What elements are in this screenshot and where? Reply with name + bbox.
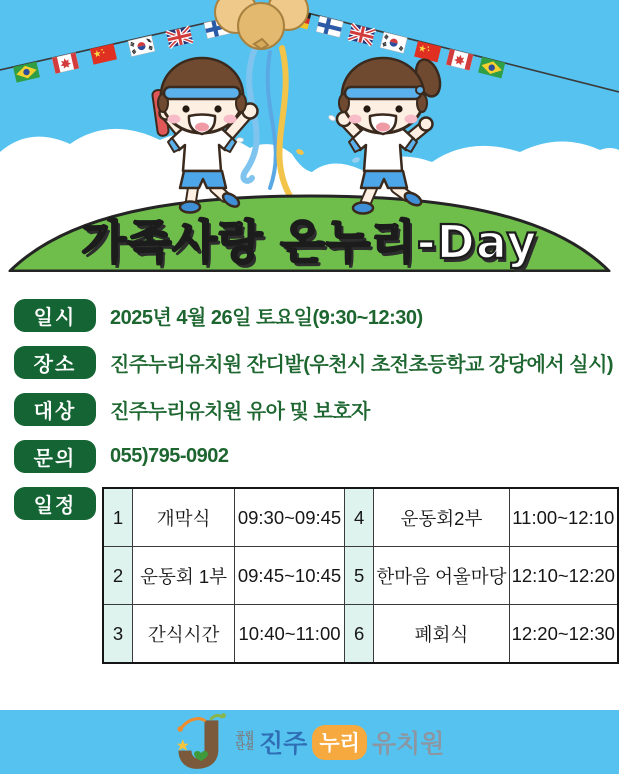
info-row-datetime	[14, 299, 619, 332]
sky-illustration	[0, 0, 619, 272]
location-badge: 장소	[14, 346, 96, 379]
footer-bar	[0, 710, 619, 774]
org-name-kindergarten: 유치원	[371, 730, 445, 758]
schedule-table-row	[103, 605, 618, 664]
schedule-table-row	[103, 488, 618, 547]
schedule-cell: 간식시간	[133, 605, 235, 664]
org-type-line2: 단설	[235, 741, 254, 752]
schedule-table-row	[103, 547, 618, 605]
info-section	[14, 299, 619, 678]
schedule-cell: 2	[103, 547, 133, 605]
logo-green-figure	[211, 715, 221, 718]
location-value: 진주누리유치원 잔디밭(우천시 초전초등학교 강당에서 실시)	[110, 354, 614, 376]
datetime-badge: 일시	[14, 299, 96, 332]
kindergarten-logo-icon	[175, 713, 227, 771]
schedule-cell: 1	[103, 488, 133, 547]
org-name-nuri-chip: 누리	[312, 725, 367, 760]
logo-orange-figure-head	[177, 726, 183, 732]
schedule-cell: 11:00~12:10	[509, 488, 618, 547]
schedule-cell: 4	[344, 488, 373, 547]
schedule-cell: 12:10~12:20	[509, 547, 618, 605]
info-row-location	[14, 346, 619, 379]
schedule-cell: 한마음 어울마당	[374, 547, 509, 605]
schedule-cell: 6	[344, 605, 373, 664]
schedule-cell: 09:30~09:45	[235, 488, 345, 547]
schedule-cell: 12:20~12:30	[509, 605, 618, 664]
kindergarten-logo-text	[236, 724, 445, 760]
datetime-value: 2025년 4월 26일 토요일(9:30~12:30)	[110, 307, 423, 329]
audience-value: 진주누리유치원 유아 및 보호자	[110, 401, 370, 423]
schedule-table	[102, 487, 619, 664]
audience-badge: 대상	[14, 393, 96, 426]
schedule-cell: 개막식	[133, 488, 235, 547]
org-type-label	[236, 732, 254, 752]
logo-star-icon	[176, 739, 188, 750]
schedule-badge: 일정	[14, 487, 96, 520]
contact-value: 055)795-0902	[110, 445, 229, 467]
logo-green-figure-head	[221, 713, 226, 718]
schedule-cell: 운동회 1부	[133, 547, 235, 605]
info-row-schedule	[14, 487, 619, 664]
schedule-cell: 운동회2부	[374, 488, 509, 547]
info-row-audience	[14, 393, 619, 426]
schedule-cell: 09:45~10:45	[235, 547, 345, 605]
poster-title: 가족사랑 온누리-Day	[81, 215, 538, 269]
org-type-line1: 공립	[235, 731, 254, 742]
schedule-cell: 10:40~11:00	[235, 605, 345, 664]
schedule-cell: 5	[344, 547, 373, 605]
schedule-cell: 폐회식	[374, 605, 509, 664]
logo-orange-figure	[182, 719, 205, 728]
schedule-cell: 3	[103, 605, 133, 664]
info-row-contact	[14, 440, 619, 473]
contact-badge: 문의	[14, 440, 96, 473]
org-name-jinju: 진주	[259, 730, 308, 758]
